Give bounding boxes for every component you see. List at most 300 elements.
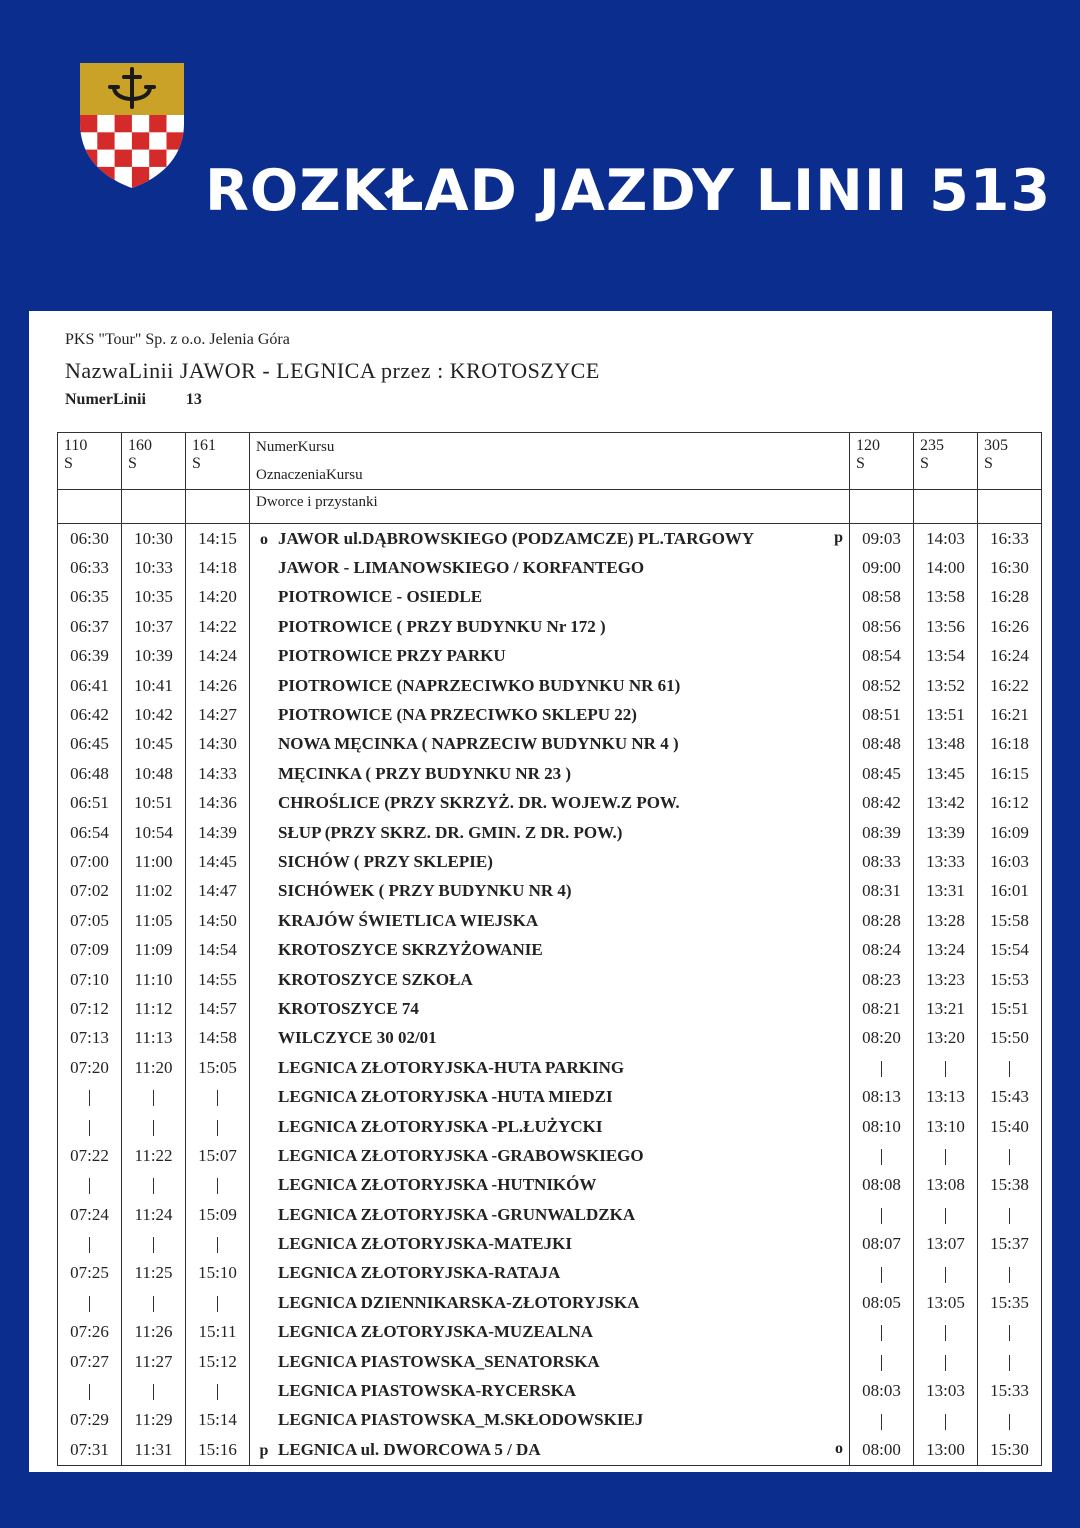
pass-through-marker (850, 1141, 914, 1170)
table-row (58, 524, 1042, 554)
bar-mark (881, 1267, 882, 1283)
departure-time: 13:24 (914, 935, 978, 964)
bar-mark (89, 1296, 90, 1312)
pass-through-marker (58, 1288, 122, 1317)
stop-name-cell (250, 1435, 850, 1465)
stop-name-cell (250, 759, 850, 788)
departure-time: 10:30 (122, 524, 186, 554)
bar-mark (945, 1355, 946, 1371)
departure-time: 10:45 (122, 730, 186, 759)
bar-mark (881, 1355, 882, 1371)
stop-name-cell (250, 642, 850, 671)
coat-of-arms-icon (80, 63, 184, 188)
departure-time: 06:45 (58, 730, 122, 759)
pass-through-marker (122, 1376, 186, 1405)
stop-name-cell (250, 906, 850, 935)
table-row (58, 994, 1042, 1023)
stop-name-cell (250, 935, 850, 964)
pass-through-marker (58, 1229, 122, 1258)
bar-mark (1009, 1355, 1010, 1371)
departure-time: 13:28 (914, 906, 978, 935)
bar-mark (153, 1090, 154, 1106)
table-row (58, 1053, 1042, 1082)
departure-time: 08:08 (850, 1171, 914, 1200)
pass-through-marker (850, 1259, 914, 1288)
departure-time: 15:14 (186, 1406, 250, 1435)
pass-through-marker (122, 1288, 186, 1317)
departure-time: 15:58 (978, 906, 1042, 935)
departure-time: 16:12 (978, 789, 1042, 818)
departure-time: 13:58 (914, 583, 978, 612)
stop-name-cell (250, 965, 850, 994)
table-row (58, 1259, 1042, 1288)
departure-time: 13:45 (914, 759, 978, 788)
departure-time: 11:31 (122, 1435, 186, 1465)
pass-through-marker (914, 1200, 978, 1229)
stop-name: LEGNICA ZŁOTORYJSKA-MUZEALNA (278, 1322, 594, 1342)
departure-time: 14:03 (914, 524, 978, 554)
stop-name: LEGNICA ZŁOTORYJSKA -PL.ŁUŻYCKI (278, 1116, 603, 1136)
bar-mark (153, 1120, 154, 1136)
departure-time: 15:16 (186, 1435, 250, 1465)
bar-mark (89, 1237, 90, 1253)
bar-mark (217, 1384, 218, 1400)
stop-name-cell (250, 1288, 850, 1317)
departure-time: 11:02 (122, 877, 186, 906)
table-row (58, 818, 1042, 847)
stop-name: WILCZYCE 30 02/01 (278, 1028, 437, 1048)
departure-time: 14:58 (186, 1024, 250, 1053)
departure-time: 11:12 (122, 994, 186, 1023)
bar-mark (945, 1061, 946, 1077)
stop-name: LEGNICA ul. DWORCOWA 5 / DA (278, 1439, 541, 1459)
pass-through-marker (978, 1347, 1042, 1376)
departure-time: 08:07 (850, 1229, 914, 1258)
stop-name-cell (250, 524, 850, 554)
departure-time: 09:00 (850, 553, 914, 582)
departure-time: 14:18 (186, 553, 250, 582)
departure-time: 11:09 (122, 935, 186, 964)
departure-time: 15:43 (978, 1082, 1042, 1111)
departure-time: 16:24 (978, 642, 1042, 671)
stop-name: MĘCINKA ( PRZY BUDYNKU NR 23 ) (278, 763, 572, 783)
departure-time: 07:09 (58, 935, 122, 964)
departure-time: 10:48 (122, 759, 186, 788)
departure-time: 13:20 (914, 1024, 978, 1053)
departure-time: 06:30 (58, 524, 122, 554)
stop-name-cell (250, 994, 850, 1023)
departure-time: 08:42 (850, 789, 914, 818)
table-row (58, 1024, 1042, 1053)
departure-time: 08:00 (850, 1435, 914, 1465)
stop-name-cell (250, 1053, 850, 1082)
stop-marker: o (835, 1440, 843, 1458)
departure-time: 13:51 (914, 700, 978, 729)
pass-through-marker (58, 1112, 122, 1141)
pass-through-marker (58, 1171, 122, 1200)
departure-time: 14:54 (186, 935, 250, 964)
stop-name-cell (250, 877, 850, 906)
departure-time: 13:23 (914, 965, 978, 994)
departure-time: 07:00 (58, 847, 122, 876)
stop-name-cell (250, 583, 850, 612)
stop-name: LEGNICA ZŁOTORYJSKA -HUTNIKÓW (278, 1175, 597, 1195)
departure-time: 14:33 (186, 759, 250, 788)
bar-mark (153, 1384, 154, 1400)
stop-marker: p (259, 1441, 269, 1459)
departure-time: 08:03 (850, 1376, 914, 1405)
departure-time: 15:09 (186, 1200, 250, 1229)
departure-time: 06:41 (58, 671, 122, 700)
departure-time: 08:24 (850, 935, 914, 964)
departure-time: 07:29 (58, 1406, 122, 1435)
departure-time: 07:25 (58, 1259, 122, 1288)
departure-time: 15:50 (978, 1024, 1042, 1053)
bar-mark (1009, 1267, 1010, 1283)
pass-through-marker (850, 1347, 914, 1376)
table-row (58, 759, 1042, 788)
pass-through-marker (186, 1229, 250, 1258)
departure-time: 15:51 (978, 994, 1042, 1023)
stop-name: JAWOR ul.DĄBROWSKIEGO (PODZAMCZE) PL.TARGOWY (278, 528, 755, 548)
departure-time: 08:54 (850, 642, 914, 671)
stop-marker: o (260, 530, 268, 548)
departure-time: 15:10 (186, 1259, 250, 1288)
pass-through-marker (122, 1082, 186, 1111)
departure-time: 15:05 (186, 1053, 250, 1082)
departure-time: 16:21 (978, 700, 1042, 729)
departure-time: 16:28 (978, 583, 1042, 612)
departure-time: 14:45 (186, 847, 250, 876)
departure-time: 11:22 (122, 1141, 186, 1170)
departure-time: 15:11 (186, 1318, 250, 1347)
departure-time: 08:39 (850, 818, 914, 847)
table-row (58, 1141, 1042, 1170)
stop-name: KRAJÓW ŚWIETLICA WIEJSKA (278, 910, 539, 930)
departure-time: 10:51 (122, 789, 186, 818)
stop-name: LEGNICA ZŁOTORYJSKA -GRUNWALDZKA (278, 1204, 636, 1224)
stops-header-row (58, 490, 1042, 524)
pass-through-marker (186, 1171, 250, 1200)
stop-name-cell (250, 789, 850, 818)
departure-time: 15:38 (978, 1171, 1042, 1200)
departure-time: 13:48 (914, 730, 978, 759)
departure-time: 13:56 (914, 612, 978, 641)
bar-mark (945, 1325, 946, 1341)
departure-time: 11:10 (122, 965, 186, 994)
departure-time: 11:00 (122, 847, 186, 876)
pass-through-marker (978, 1053, 1042, 1082)
stop-name-cell (250, 1141, 850, 1170)
departure-time: 13:39 (914, 818, 978, 847)
stop-name: PIOTROWICE - OSIEDLE (278, 587, 483, 607)
departure-time: 08:31 (850, 877, 914, 906)
departure-time: 08:33 (850, 847, 914, 876)
stop-name: LEGNICA PIASTOWSKA_SENATORSKA (278, 1351, 600, 1371)
table-row (58, 671, 1042, 700)
stop-name-cell (250, 671, 850, 700)
pass-through-marker (58, 1376, 122, 1405)
table-row (58, 1082, 1042, 1111)
departure-time: 08:45 (850, 759, 914, 788)
bar-mark (89, 1384, 90, 1400)
departure-time: 13:08 (914, 1171, 978, 1200)
pass-through-marker (850, 1200, 914, 1229)
stop-name-cell (250, 818, 850, 847)
departure-time: 07:02 (58, 877, 122, 906)
departure-time: 16:33 (978, 524, 1042, 554)
table-row (58, 1288, 1042, 1317)
departure-time: 14:22 (186, 612, 250, 641)
departure-time: 08:21 (850, 994, 914, 1023)
departure-time: 14:55 (186, 965, 250, 994)
departure-time: 08:48 (850, 730, 914, 759)
stop-name-cell (250, 1171, 850, 1200)
departure-time: 15:37 (978, 1229, 1042, 1258)
table-row (58, 965, 1042, 994)
stop-name: KROTOSZYCE 74 (278, 998, 419, 1018)
stop-name: NOWA MĘCINKA ( NAPRZECIW BUDYNKU NR 4 ) (278, 734, 679, 754)
bar-mark (1009, 1414, 1010, 1430)
stop-name-cell (250, 1347, 850, 1376)
departure-time: 11:26 (122, 1318, 186, 1347)
bar-mark (153, 1178, 154, 1194)
bar-mark (89, 1178, 90, 1194)
departure-time: 13:07 (914, 1229, 978, 1258)
bar-mark (217, 1237, 218, 1253)
pass-through-marker (186, 1112, 250, 1141)
departure-time: 14:47 (186, 877, 250, 906)
departure-time: 07:22 (58, 1141, 122, 1170)
departure-time: 13:31 (914, 877, 978, 906)
pass-through-marker (978, 1141, 1042, 1170)
pass-through-marker (914, 1053, 978, 1082)
stop-name-cell (250, 730, 850, 759)
stop-name: LEGNICA ZŁOTORYJSKA-HUTA PARKING (278, 1057, 625, 1077)
departure-time: 14:30 (186, 730, 250, 759)
departure-time: 14:27 (186, 700, 250, 729)
departure-time: 10:42 (122, 700, 186, 729)
stop-name: KROTOSZYCE SZKOŁA (278, 969, 473, 989)
stop-name: PIOTROWICE (NAPRZECIWKO BUDYNKU NR 61) (278, 675, 681, 695)
departure-time: 06:35 (58, 583, 122, 612)
departure-time: 07:24 (58, 1200, 122, 1229)
departure-time: 16:03 (978, 847, 1042, 876)
bar-mark (153, 1296, 154, 1312)
table-row (58, 1376, 1042, 1405)
departure-time: 16:22 (978, 671, 1042, 700)
table-row (58, 612, 1042, 641)
course-column-header: 161 S (186, 433, 250, 490)
table-row (58, 700, 1042, 729)
departure-time: 11:29 (122, 1406, 186, 1435)
pass-through-marker (978, 1200, 1042, 1229)
pass-through-marker (58, 1082, 122, 1111)
departure-time: 13:00 (914, 1435, 978, 1465)
departure-time: 11:05 (122, 906, 186, 935)
course-column-header: 110 S (58, 433, 122, 490)
bar-mark (89, 1120, 90, 1136)
table-row (58, 1200, 1042, 1229)
departure-time: 09:03 (850, 524, 914, 554)
pass-through-marker (186, 1288, 250, 1317)
table-row (58, 877, 1042, 906)
table-row (58, 1171, 1042, 1200)
stop-name-cell (250, 553, 850, 582)
pass-through-marker (850, 1406, 914, 1435)
pass-through-marker (914, 1259, 978, 1288)
departure-time: 07:27 (58, 1347, 122, 1376)
bar-mark (881, 1149, 882, 1165)
bar-mark (1009, 1061, 1010, 1077)
departure-time: 14:15 (186, 524, 250, 554)
departure-time: 07:12 (58, 994, 122, 1023)
table-row (58, 1229, 1042, 1258)
pass-through-marker (122, 1112, 186, 1141)
departure-time: 06:51 (58, 789, 122, 818)
departure-time: 15:07 (186, 1141, 250, 1170)
departure-time: 11:20 (122, 1053, 186, 1082)
stop-name: LEGNICA DZIENNIKARSKA-ZŁOTORYJSKA (278, 1292, 640, 1312)
stops-header: Dworce i przystanki (250, 490, 850, 524)
bar-mark (217, 1120, 218, 1136)
departure-time: 10:54 (122, 818, 186, 847)
timetable (57, 432, 1042, 1466)
departure-time: 13:21 (914, 994, 978, 1023)
stop-name: KROTOSZYCE SKRZYŻOWANIE (278, 940, 543, 960)
departure-time: 14:39 (186, 818, 250, 847)
departure-time: 15:40 (978, 1112, 1042, 1141)
departure-time: 15:53 (978, 965, 1042, 994)
pass-through-marker (186, 1082, 250, 1111)
departure-time: 08:10 (850, 1112, 914, 1141)
course-column-header: 305 S (978, 433, 1042, 490)
departure-time: 16:15 (978, 759, 1042, 788)
table-row (58, 935, 1042, 964)
stop-name: PIOTROWICE PRZY PARKU (278, 646, 506, 666)
departure-time: 13:13 (914, 1082, 978, 1111)
departure-time: 15:33 (978, 1376, 1042, 1405)
stop-name: LEGNICA ZŁOTORYJSKA-MATEJKI (278, 1234, 572, 1254)
timetable-sheet (29, 311, 1052, 1472)
stop-name: LEGNICA ZŁOTORYJSKA-RATAJA (278, 1263, 561, 1283)
departure-time: 15:35 (978, 1288, 1042, 1317)
course-column-header: 120 S (850, 433, 914, 490)
departure-time: 10:41 (122, 671, 186, 700)
departure-time: 13:42 (914, 789, 978, 818)
course-column-header: 235 S (914, 433, 978, 490)
table-row (58, 1112, 1042, 1141)
stop-name-cell (250, 1259, 850, 1288)
departure-time: 06:39 (58, 642, 122, 671)
course-label-header: NumerKursu OznaczeniaKursu (250, 433, 850, 490)
stop-name-cell (250, 847, 850, 876)
pass-through-marker (186, 1376, 250, 1405)
departure-time: 16:26 (978, 612, 1042, 641)
departure-time: 11:24 (122, 1200, 186, 1229)
bar-mark (89, 1090, 90, 1106)
pass-through-marker (122, 1229, 186, 1258)
bar-mark (153, 1237, 154, 1253)
departure-time: 16:09 (978, 818, 1042, 847)
bar-mark (881, 1325, 882, 1341)
departure-time: 13:33 (914, 847, 978, 876)
table-row (58, 1347, 1042, 1376)
stop-name-cell (250, 1376, 850, 1405)
departure-time: 14:20 (186, 583, 250, 612)
line-number: NumerLinii 13 (65, 391, 202, 408)
pass-through-marker (914, 1347, 978, 1376)
departure-time: 06:54 (58, 818, 122, 847)
departure-time: 11:13 (122, 1024, 186, 1053)
bar-mark (1009, 1149, 1010, 1165)
departure-time: 06:33 (58, 553, 122, 582)
pass-through-marker (978, 1259, 1042, 1288)
departure-time: 08:56 (850, 612, 914, 641)
table-row (58, 789, 1042, 818)
table-row (58, 583, 1042, 612)
departure-time: 14:26 (186, 671, 250, 700)
departure-time: 13:54 (914, 642, 978, 671)
departure-time: 10:37 (122, 612, 186, 641)
departure-time: 16:01 (978, 877, 1042, 906)
stop-name-cell (250, 700, 850, 729)
pass-through-marker (914, 1406, 978, 1435)
stop-name: PIOTROWICE ( PRZY BUDYNKU Nr 172 ) (278, 616, 606, 636)
table-row (58, 1406, 1042, 1435)
bar-mark (217, 1090, 218, 1106)
stop-name-cell (250, 612, 850, 641)
departure-time: 08:51 (850, 700, 914, 729)
pass-through-marker (850, 1053, 914, 1082)
line-name: NazwaLinii JAWOR - LEGNICA przez : KROTOSZYCE (65, 358, 600, 383)
stop-name: CHROŚLICE (PRZY SKRZYŻ. DR. WOJEW.Z POW. (278, 793, 680, 813)
course-column-header: 160 S (122, 433, 186, 490)
departure-time: 14:57 (186, 994, 250, 1023)
departure-time: 08:52 (850, 671, 914, 700)
departure-time: 16:18 (978, 730, 1042, 759)
table-row (58, 906, 1042, 935)
departure-time: 07:20 (58, 1053, 122, 1082)
stop-name-cell (250, 1406, 850, 1435)
stop-name-cell (250, 1082, 850, 1111)
pass-through-marker (850, 1318, 914, 1347)
stop-name: LEGNICA PIASTOWSKA-RYCERSKA (278, 1381, 577, 1401)
table-row (58, 1435, 1042, 1465)
departure-time: 08:05 (850, 1288, 914, 1317)
stop-marker: p (834, 529, 843, 546)
departure-time: 14:00 (914, 553, 978, 582)
pass-through-marker (978, 1318, 1042, 1347)
departure-time: 06:48 (58, 759, 122, 788)
bar-mark (881, 1414, 882, 1430)
departure-time: 14:24 (186, 642, 250, 671)
page-title: ROZKŁAD JAZDY LINII 513 (205, 158, 1052, 224)
departure-time: 13:52 (914, 671, 978, 700)
stop-name-cell (250, 1024, 850, 1053)
departure-time: 11:27 (122, 1347, 186, 1376)
departure-time: 08:13 (850, 1082, 914, 1111)
stop-name-cell (250, 1200, 850, 1229)
departure-time: 13:03 (914, 1376, 978, 1405)
stop-name: SŁUP (PRZY SKRZ. DR. GMIN. Z DR. POW.) (278, 822, 623, 842)
stop-name-cell (250, 1318, 850, 1347)
pass-through-marker (914, 1318, 978, 1347)
bar-mark (881, 1208, 882, 1224)
departure-time: 07:13 (58, 1024, 122, 1053)
departure-time: 07:05 (58, 906, 122, 935)
table-row (58, 1318, 1042, 1347)
